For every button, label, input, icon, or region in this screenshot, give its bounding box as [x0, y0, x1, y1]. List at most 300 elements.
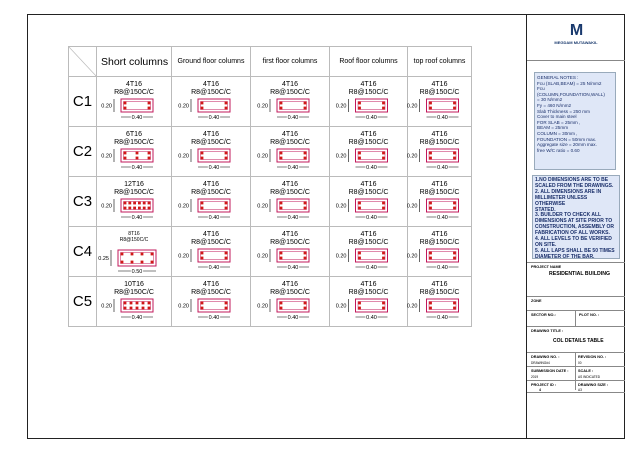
revision-no: 00: [578, 361, 582, 365]
general-notes-title: GENERAL NOTES :: [537, 75, 579, 80]
drawing-size-label: DRAWING SIZE :: [578, 383, 609, 387]
bars-spec: 4T16: [203, 231, 219, 238]
bars-spec: 4T16: [203, 131, 219, 138]
title-block: [527, 14, 625, 439]
rebar: [429, 207, 432, 210]
rebar: [201, 102, 204, 105]
project-name-label: PROJECT NAME: [531, 265, 562, 269]
rebar: [148, 152, 151, 155]
rebar: [280, 252, 283, 255]
ties-spec: R8@150C/C: [119, 237, 149, 243]
rebar: [429, 307, 432, 310]
tie-outline: [429, 302, 456, 310]
rebar: [124, 152, 127, 155]
drawing-title-label: DRAWING TITLE :: [531, 329, 564, 333]
column-row: [69, 227, 472, 277]
section-outline: [277, 299, 309, 312]
rebar: [304, 157, 307, 160]
warning-note-line: 3. BUILDER TO CHECK ALL: [535, 212, 602, 219]
rebar: [148, 207, 151, 210]
rebar: [201, 152, 204, 155]
rebar: [382, 257, 385, 260]
rebar: [358, 252, 361, 255]
rebar: [429, 157, 432, 160]
ties-spec: R8@150C/C: [419, 289, 460, 296]
floor-column-cell: [251, 227, 330, 277]
bars-spec: 8T16: [128, 231, 140, 237]
tie-outline: [358, 102, 385, 110]
rebar: [201, 257, 204, 260]
column-mark: C1: [69, 77, 97, 127]
depth-dimension: 0.20: [335, 103, 347, 110]
rebar: [280, 307, 283, 310]
floor-column-cell: [330, 277, 408, 327]
rebar: [142, 307, 145, 310]
column-details-table: [68, 46, 472, 327]
floor-column-cell: [251, 177, 330, 227]
column-section-drawing: [251, 77, 329, 126]
rebar: [280, 207, 283, 210]
tie-outline: [201, 102, 228, 110]
width-dimension: 0.50: [131, 269, 143, 275]
ties-spec: R8@150C/C: [270, 289, 310, 296]
column-mark: C5: [69, 277, 97, 327]
column-section-drawing: [408, 277, 471, 326]
warning-note-line: FABRICATION OF ALL WORKS.: [535, 230, 610, 237]
rebar: [280, 107, 283, 110]
drawing-size: A3: [578, 388, 582, 392]
section-outline: [356, 299, 388, 312]
column-section-drawing: [172, 127, 250, 176]
column-section-drawing: [251, 177, 329, 226]
bars-spec: 10T16: [124, 281, 144, 288]
warning-note-line: 1.NO DIMENSIONS ARE TO BE: [535, 177, 609, 183]
rebar: [128, 207, 131, 210]
column-section-drawing: [172, 177, 250, 226]
column-mark: C4: [69, 227, 97, 277]
section-outline: [277, 149, 309, 162]
rebar: [382, 202, 385, 205]
tie-outline: [358, 152, 385, 160]
rebar: [124, 307, 127, 310]
rebar: [429, 302, 432, 305]
floor-column-cell: [408, 77, 472, 127]
column-section-drawing: [172, 77, 250, 126]
depth-dimension: 0.20: [257, 203, 268, 210]
depth-dimension: 0.20: [335, 303, 347, 310]
general-note-line: Aggregate size = 20mm max.: [537, 142, 597, 148]
bars-spec: 4T16: [203, 281, 219, 288]
floor-column-cell: [408, 227, 472, 277]
depth-dimension: 0.20: [257, 253, 268, 260]
column-section-drawing: [97, 77, 171, 126]
general-note-line: Cover to main steel: [537, 114, 577, 120]
rebar: [358, 152, 361, 155]
section-outline: [356, 99, 388, 112]
rebar: [453, 257, 456, 260]
depth-dimension: 0.20: [335, 153, 347, 160]
width-dimension: 0.40: [287, 215, 299, 221]
rebar: [128, 202, 131, 205]
depth-dimension: 0.20: [335, 203, 347, 210]
rebar: [280, 202, 283, 205]
rebar: [304, 152, 307, 155]
warning-note-line: STATED.: [535, 206, 556, 213]
company-logo: [527, 14, 625, 60]
depth-dimension: 0.20: [178, 153, 189, 160]
company-name: MEGDAM MUTAWAKIL: [554, 40, 598, 45]
rebar: [382, 207, 385, 210]
rebar: [121, 253, 124, 256]
ties-spec: R8@150C/C: [114, 139, 154, 146]
section-outline: [121, 149, 153, 162]
rebar: [358, 307, 361, 310]
column-row: [69, 177, 472, 227]
width-dimension: 0.40: [287, 265, 299, 271]
submission-date: 2019: [531, 375, 539, 379]
ties-spec: R8@150C/C: [419, 239, 460, 246]
ties-spec: R8@150C/C: [114, 189, 154, 196]
column-section-drawing: [408, 127, 471, 176]
section-outline: [121, 199, 153, 212]
rebar: [136, 307, 139, 310]
section-outline: [427, 299, 459, 312]
rebar: [225, 207, 228, 210]
depth-dimension: 0.20: [178, 103, 189, 110]
rebar: [304, 257, 307, 260]
ties-spec: R8@150C/C: [419, 189, 460, 196]
width-dimension: 0.40: [366, 215, 377, 221]
column-row: [69, 127, 472, 177]
section-outline: [427, 199, 459, 212]
ties-spec: R8@150C/C: [348, 239, 389, 246]
bars-spec: 4T16: [431, 131, 448, 138]
section-outline: [198, 199, 230, 212]
ties-spec: R8@150C/C: [191, 189, 231, 196]
rebar: [225, 202, 228, 205]
rebar: [124, 202, 127, 205]
bars-spec: 4T16: [431, 281, 448, 288]
depth-dimension: 0.20: [101, 203, 112, 210]
tie-outline: [121, 253, 154, 264]
tie-outline: [280, 102, 307, 110]
tie-outline: [429, 252, 456, 260]
drawing-no-label: DRAWING NO. :: [531, 355, 560, 359]
section-outline: [427, 249, 459, 262]
floor-column-cell: [408, 277, 472, 327]
depth-dimension: 0.20: [178, 253, 189, 260]
rebar: [124, 302, 127, 305]
bars-spec: 4T16: [203, 181, 219, 188]
tie-outline: [201, 202, 228, 210]
depth-dimension: 0.20: [257, 303, 268, 310]
rebar: [138, 207, 141, 210]
floor-column-cell: [330, 227, 408, 277]
general-note-line: Fcu (COLUMN,FOUNDATION,WALL): [537, 86, 605, 97]
section-outline: [277, 199, 309, 212]
rebar: [131, 261, 134, 264]
rebar: [358, 302, 361, 305]
width-dimension: 0.40: [366, 115, 377, 121]
bars-spec: 4T16: [360, 231, 377, 238]
rebar: [143, 207, 146, 210]
tie-outline: [201, 302, 228, 310]
depth-dimension: 0.20: [178, 203, 189, 210]
warning-note-line: MILLIMETER UNLESS OTHERWISE: [535, 194, 588, 207]
rebar: [429, 152, 432, 155]
rebar: [148, 107, 151, 110]
project-name: RESIDENTIAL BUILDING: [549, 271, 611, 277]
general-note-line: Slab Thickness = 250 mm: [537, 108, 590, 114]
ties-spec: R8@150C/C: [419, 139, 460, 146]
column-section-drawing: [330, 227, 407, 276]
rebar: [382, 307, 385, 310]
bars-spec: 4T16: [282, 231, 298, 238]
rebar: [138, 202, 141, 205]
rebar: [225, 102, 228, 105]
column-section-drawing: [330, 177, 407, 226]
rebar: [280, 102, 283, 105]
warning-note-line: DIAMETER OF THE BAR.: [535, 253, 595, 260]
floor-column-cell: [251, 277, 330, 327]
section-outline: [121, 99, 153, 112]
bars-spec: 4T16: [282, 181, 298, 188]
warning-note-line: 5. ALL LAPS SHALL BE 50 TIMES: [535, 247, 615, 254]
rebar: [453, 157, 456, 160]
width-dimension: 0.40: [366, 165, 377, 171]
rebar: [280, 302, 283, 305]
tie-outline: [201, 152, 228, 160]
warning-note-line: ON SITE.: [535, 241, 557, 248]
column-section-drawing: [330, 127, 407, 176]
width-dimension: 0.40: [437, 265, 448, 271]
column-section-drawing: [97, 127, 171, 176]
bars-spec: 4T16: [360, 131, 377, 138]
short-column-cell: [97, 127, 172, 177]
header-short-columns: Short columns: [97, 47, 172, 77]
rebar: [429, 102, 432, 105]
header-ground-floor: Ground floor columns: [172, 47, 251, 77]
bars-spec: 4T16: [431, 231, 448, 238]
width-dimension: 0.40: [131, 215, 143, 221]
section-outline: [356, 149, 388, 162]
warning-note-line: 4. ALL LEVELS TO BE VERIFIED: [535, 236, 612, 243]
rebar: [304, 307, 307, 310]
rebar: [358, 202, 361, 205]
rebar: [142, 302, 145, 305]
rebar: [453, 102, 456, 105]
bars-spec: 4T16: [360, 281, 377, 288]
rebar: [131, 253, 134, 256]
rebar: [130, 302, 133, 305]
rebar: [225, 307, 228, 310]
rebar: [130, 307, 133, 310]
ties-spec: R8@150C/C: [348, 89, 389, 96]
column-section-drawing: [251, 227, 329, 276]
rebar: [453, 307, 456, 310]
width-dimension: 0.40: [131, 315, 143, 321]
bars-spec: 6T16: [126, 131, 142, 138]
column-mark: C3: [69, 177, 97, 227]
ties-spec: R8@150C/C: [114, 89, 154, 96]
width-dimension: 0.40: [437, 215, 448, 221]
section-outline: [121, 299, 153, 312]
rebar: [148, 302, 151, 305]
general-note-line: = 30 N/mm2: [537, 97, 563, 103]
rebar: [280, 157, 283, 160]
tie-outline: [358, 202, 385, 210]
rebar: [304, 252, 307, 255]
rebar: [151, 261, 154, 264]
depth-dimension: 0.20: [101, 103, 112, 110]
rebar: [133, 207, 136, 210]
depth-dimension: 0.20: [335, 253, 347, 260]
floor-column-cell: [172, 77, 251, 127]
width-dimension: 0.40: [131, 115, 143, 121]
ties-spec: R8@150C/C: [191, 139, 231, 146]
floor-column-cell: [172, 177, 251, 227]
ties-spec: R8@150C/C: [191, 239, 231, 246]
column-section-drawing: [97, 227, 171, 276]
rebar: [453, 252, 456, 255]
rebar: [453, 107, 456, 110]
rebar: [136, 157, 139, 160]
floor-column-cell: [172, 227, 251, 277]
header-top-roof: top roof columns: [408, 47, 472, 77]
width-dimension: 0.40: [366, 315, 377, 321]
ties-spec: R8@150C/C: [270, 139, 310, 146]
plot-label: PLOT NO. :: [579, 313, 600, 317]
general-note-line: COLUMN = 30mm ,: [537, 130, 578, 136]
rebar: [382, 102, 385, 105]
depth-dimension: 0.20: [178, 303, 189, 310]
section-outline: [277, 99, 309, 112]
floor-column-cell: [172, 127, 251, 177]
rebar: [358, 157, 361, 160]
section-outline: [356, 199, 388, 212]
column-section-drawing: [97, 277, 171, 326]
rebar: [124, 102, 127, 105]
warning-notes-list: [535, 178, 617, 261]
scale-label: SCALE :: [578, 369, 594, 373]
tie-outline: [280, 302, 307, 310]
warning-note-line: DIMENSIONS AT SITE PRIOR TO: [535, 218, 613, 225]
depth-dimension: 0.20: [406, 203, 418, 210]
depth-dimension: 0.20: [257, 153, 268, 160]
rebar: [201, 202, 204, 205]
width-dimension: 0.40: [208, 115, 220, 121]
section-outline: [427, 99, 459, 112]
rebar: [304, 202, 307, 205]
section-outline: [198, 299, 230, 312]
general-note-line: FOR SLAB = 25mm ,: [537, 119, 581, 125]
rebar: [429, 107, 432, 110]
section-outline: [427, 149, 459, 162]
depth-dimension: 0.25: [98, 256, 109, 262]
ties-spec: R8@150C/C: [348, 289, 389, 296]
bars-spec: 4T16: [360, 81, 377, 88]
bars-spec: 4T16: [126, 81, 142, 88]
short-column-cell: [97, 177, 172, 227]
width-dimension: 0.40: [208, 215, 220, 221]
ties-spec: R8@150C/C: [114, 289, 154, 296]
header-first-floor: first floor columns: [251, 47, 330, 77]
rebar: [382, 252, 385, 255]
rebar: [453, 207, 456, 210]
logo-mark: M: [569, 22, 583, 39]
drawing-no: DRAWING#4: [531, 361, 550, 365]
bars-spec: 4T16: [431, 81, 448, 88]
depth-dimension: 0.20: [101, 303, 112, 310]
column-section-drawing: [330, 77, 407, 126]
drawing-title: COL DETAILS TABLE: [553, 338, 604, 344]
rebar: [225, 157, 228, 160]
rebar: [225, 302, 228, 305]
section-outline: [198, 99, 230, 112]
rebar: [148, 307, 151, 310]
rebar: [201, 107, 204, 110]
rebar: [304, 302, 307, 305]
ties-spec: R8@150C/C: [191, 89, 231, 96]
bars-spec: 12T16: [124, 181, 144, 188]
column-section-drawing: [408, 177, 471, 226]
rebar: [225, 152, 228, 155]
general-note-line: Fcu (SLAB,BEAM) = 25 N/mm2: [537, 80, 602, 86]
bars-spec: 4T16: [203, 81, 219, 88]
rebar: [148, 202, 151, 205]
width-dimension: 0.40: [208, 315, 220, 321]
depth-dimension: 0.20: [101, 153, 112, 160]
width-dimension: 0.40: [437, 165, 448, 171]
rebar: [453, 152, 456, 155]
bars-spec: 4T16: [360, 181, 377, 188]
general-note-line: Fy = 460 N/mm2: [537, 102, 572, 108]
rebar: [429, 257, 432, 260]
revision-label: REVISION NO. :: [578, 355, 607, 359]
rebar: [141, 253, 144, 256]
project-id-label: PROJECT ID :: [531, 383, 557, 387]
rebar: [304, 107, 307, 110]
tie-outline: [280, 152, 307, 160]
rebar: [453, 302, 456, 305]
rebar: [225, 252, 228, 255]
rebar: [136, 152, 139, 155]
column-section-drawing: [408, 227, 471, 276]
tie-outline: [358, 302, 385, 310]
short-column-cell: [97, 77, 172, 127]
sector-label: SECTOR NO.:: [531, 313, 556, 317]
rebar: [201, 207, 204, 210]
general-note-line: BEAM = 25mm: [537, 125, 569, 131]
rebar: [358, 257, 361, 260]
rebar: [453, 202, 456, 205]
ties-spec: R8@150C/C: [419, 89, 460, 96]
bars-spec: 4T16: [282, 131, 298, 138]
corner-diagonal: [69, 47, 97, 77]
width-dimension: 0.40: [131, 165, 143, 171]
bars-spec: 4T16: [282, 81, 298, 88]
floor-column-cell: [251, 127, 330, 177]
ties-spec: R8@150C/C: [270, 189, 310, 196]
zone-label: ZONE: [531, 299, 542, 303]
rebar: [304, 102, 307, 105]
width-dimension: 0.40: [208, 165, 220, 171]
rebar: [148, 102, 151, 105]
tie-outline: [280, 202, 307, 210]
depth-dimension: 0.20: [257, 103, 268, 110]
floor-column-cell: [330, 177, 408, 227]
submission-label: SUBMISSION DATE :: [531, 369, 569, 373]
